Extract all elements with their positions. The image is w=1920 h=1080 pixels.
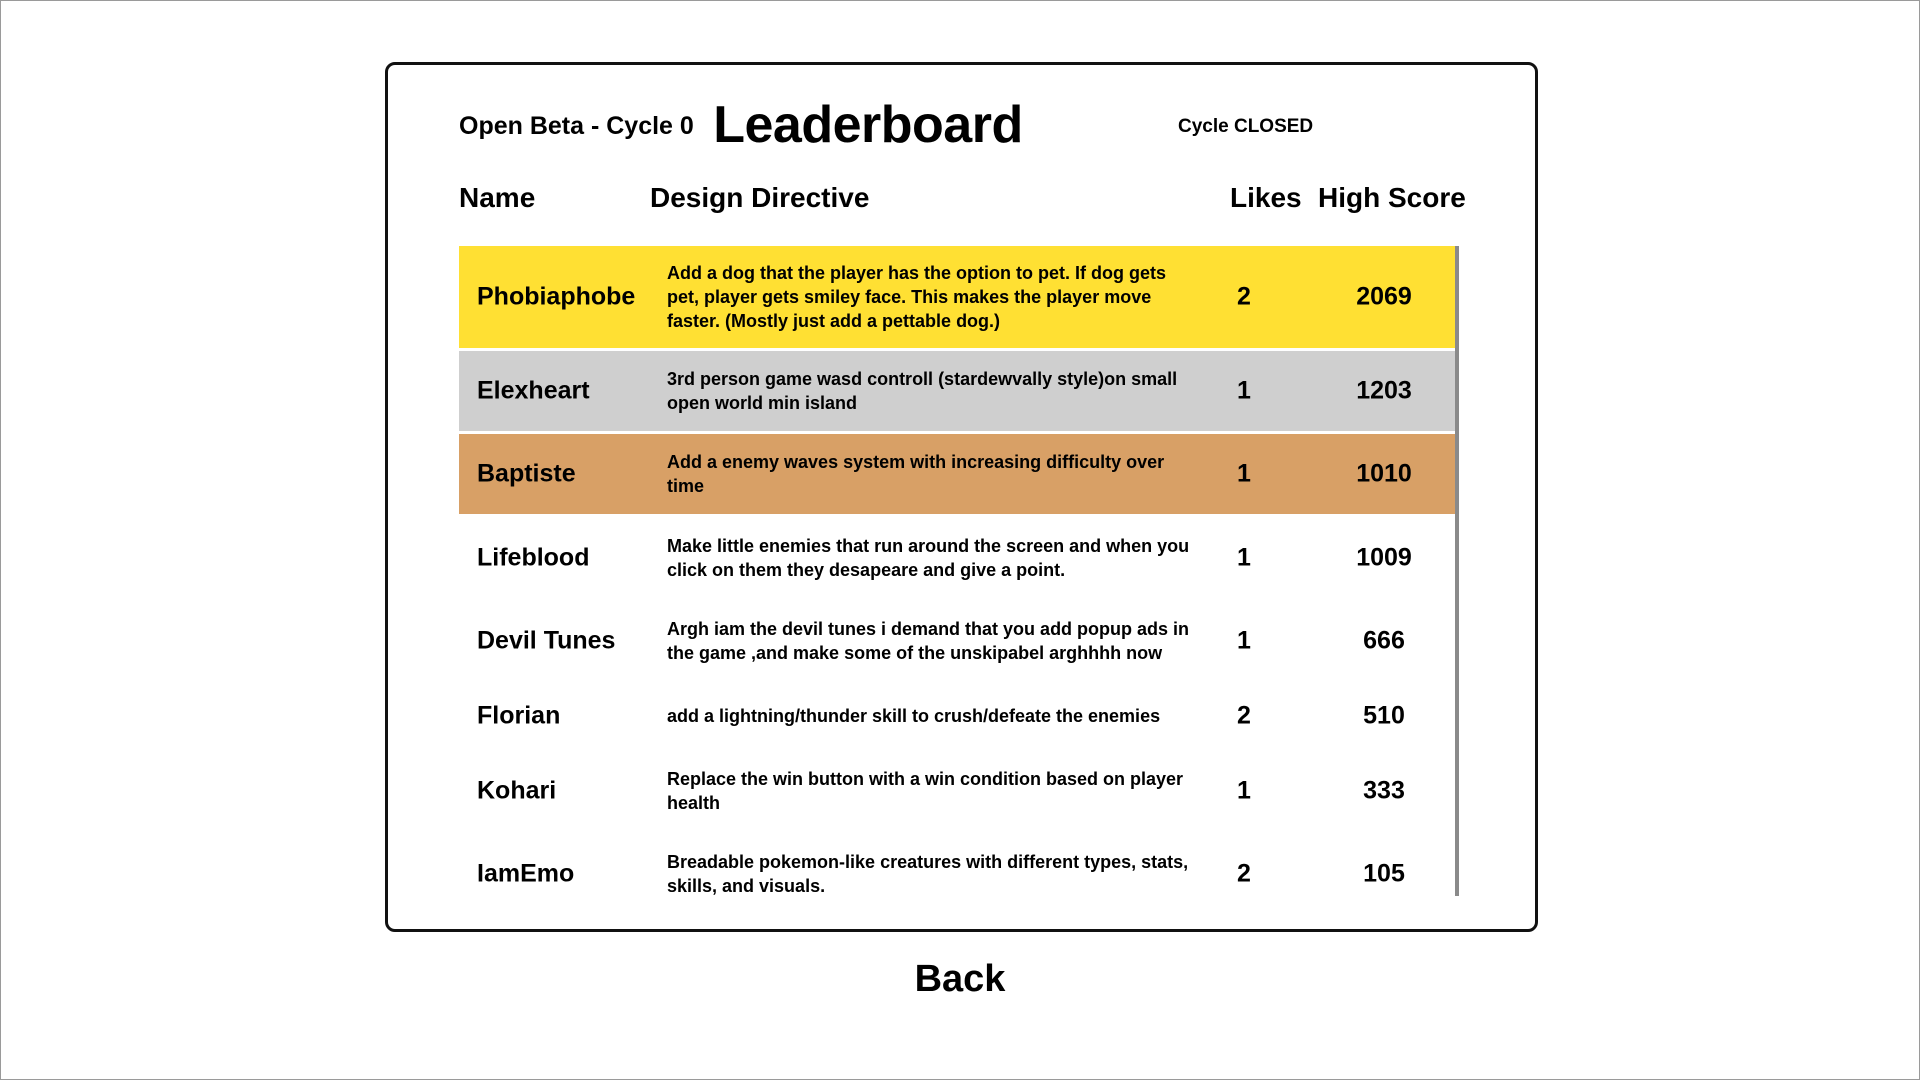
table-row[interactable] [459,434,1457,514]
leaderboard-panel [385,62,1538,932]
row-directive: Breadable pokemon-like creatures with different types, stats, skills, and visuals. [667,852,1189,896]
page-title: Leaderboard [713,96,1023,154]
table-row[interactable] [459,518,1457,598]
row-directive: Argh iam the devil tunes i demand that you add popup ads in the game ,and make some of the unskipabel arghhhh now [667,619,1190,663]
row-score: 333 [1363,776,1405,805]
row-directive: Add a dog that the player has the option to pet. If dog gets pet, player gets smiley face. This makes the player move faster. (Mostly just add a pettable dog.) [667,263,1166,331]
row-likes: 2 [1237,282,1251,311]
row-score: 1203 [1356,376,1412,405]
table-row[interactable] [459,351,1457,431]
scrollbar-thumb[interactable] [1455,246,1459,896]
row-score: 1009 [1356,543,1412,572]
leaderboard-list[interactable] [459,246,1457,896]
row-score: 666 [1363,626,1405,655]
row-likes: 1 [1237,626,1251,655]
row-likes: 2 [1237,859,1251,888]
column-header-likes: Likes [1230,182,1302,213]
table-row[interactable] [459,246,1457,348]
column-header-name: Name [459,182,536,213]
row-likes: 1 [1237,543,1251,572]
cycle-status: Cycle CLOSED [1178,116,1314,137]
row-name: Kohari [477,776,557,805]
row-likes: 1 [1237,459,1251,488]
list-scrollbar[interactable] [1455,246,1459,896]
column-header-score: High Score [1318,182,1466,213]
row-directive: Make little enemies that run around the screen and when you click on them they desapeare and give a point. [667,536,1190,580]
row-name: Elexheart [477,376,590,405]
row-name: Devil Tunes [477,626,616,655]
table-row[interactable] [459,751,1457,831]
row-likes: 2 [1237,701,1251,730]
row-likes: 1 [1237,776,1251,805]
row-directive: add a lightning/thunder skill to crush/defeate the enemies [667,706,1161,726]
row-name: Baptiste [477,459,576,488]
row-directive: 3rd person game wasd controll (stardewvally style)on small open world min island [667,369,1178,413]
row-score: 2069 [1356,282,1412,311]
row-score: 105 [1363,859,1405,888]
column-header-directive: Design Directive [650,182,870,213]
row-score: 510 [1363,701,1405,730]
table-row[interactable] [459,601,1457,681]
row-name: Phobiaphobe [477,282,636,311]
cycle-name: Open Beta - Cycle 0 [459,112,694,140]
row-directive: Replace the win button with a win condition based on player health [667,769,1184,813]
table-row[interactable] [459,834,1457,914]
row-name: IamEmo [477,859,575,888]
row-score: 1010 [1356,459,1412,488]
row-likes: 1 [1237,376,1251,405]
row-name: Florian [477,701,561,730]
back-button[interactable]: Back [914,958,1006,1000]
row-directive: Add a enemy waves system with increasing difficulty over time [667,452,1165,496]
row-name: Lifeblood [477,543,590,572]
table-row[interactable] [459,684,1457,748]
